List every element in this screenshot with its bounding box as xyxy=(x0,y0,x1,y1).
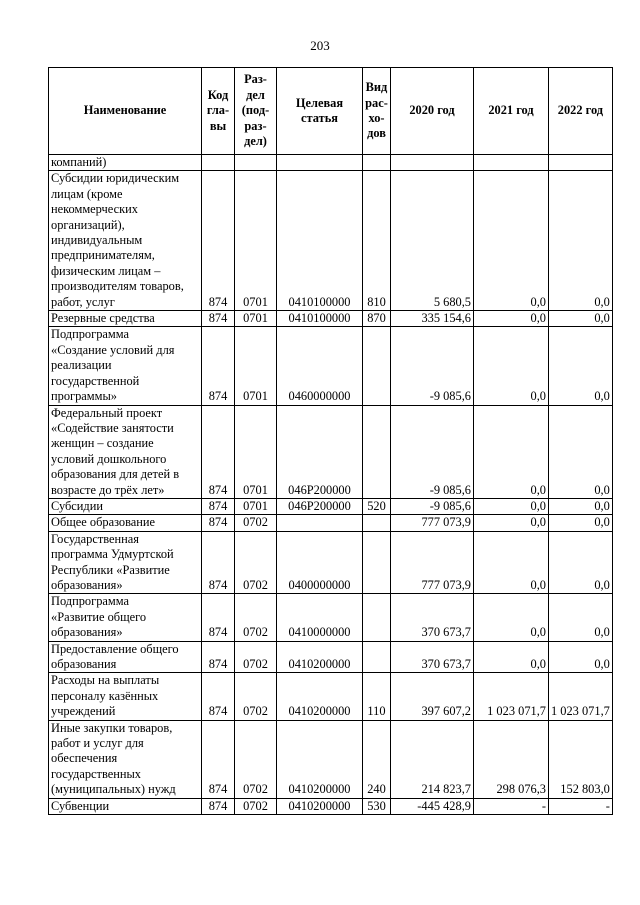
table-row xyxy=(49,405,613,498)
cell-2021: 0,0 xyxy=(474,515,549,531)
cell-2020: -9 085,6 xyxy=(391,405,474,498)
cell-2021: 0,0 xyxy=(474,531,549,594)
cell-target-article: 0410200000 xyxy=(277,720,363,798)
cell-name: Общее образование xyxy=(49,515,202,531)
header-2021: 2021 год xyxy=(474,68,549,155)
cell-2022: 0,0 xyxy=(549,531,613,594)
table-header-row xyxy=(49,68,613,155)
cell-2022: 0,0 xyxy=(549,594,613,641)
cell-2021: 0,0 xyxy=(474,594,549,641)
cell-2022: - xyxy=(549,798,613,814)
cell-section: 0702 xyxy=(235,594,277,641)
cell-2021: - xyxy=(474,798,549,814)
cell-2021: 0,0 xyxy=(474,327,549,405)
cell-2021: 1 023 071,7 xyxy=(474,673,549,720)
cell-expense-kind: 870 xyxy=(363,311,391,327)
cell-2022 xyxy=(549,155,613,171)
cell-2021: 0,0 xyxy=(474,311,549,327)
cell-target-article xyxy=(277,515,363,531)
table-row xyxy=(49,515,613,531)
cell-2020: 214 823,7 xyxy=(391,720,474,798)
cell-2020: 397 607,2 xyxy=(391,673,474,720)
cell-name: Подпрограмма «Развитие общего образования» xyxy=(49,594,202,641)
cell-chapter-code: 874 xyxy=(202,641,235,673)
cell-2022: 152 803,0 xyxy=(549,720,613,798)
cell-chapter-code: 874 xyxy=(202,515,235,531)
cell-expense-kind xyxy=(363,327,391,405)
cell-target-article: 0410100000 xyxy=(277,311,363,327)
cell-2022: 0,0 xyxy=(549,171,613,311)
cell-2022: 0,0 xyxy=(549,327,613,405)
cell-chapter-code: 874 xyxy=(202,531,235,594)
cell-chapter-code: 874 xyxy=(202,594,235,641)
cell-chapter-code: 874 xyxy=(202,311,235,327)
cell-section: 0702 xyxy=(235,673,277,720)
table-row xyxy=(49,171,613,311)
cell-target-article: 0410200000 xyxy=(277,673,363,720)
cell-target-article: 0400000000 xyxy=(277,531,363,594)
cell-expense-kind: 520 xyxy=(363,498,391,514)
cell-2020: 777 073,9 xyxy=(391,515,474,531)
cell-expense-kind: 810 xyxy=(363,171,391,311)
cell-expense-kind: 240 xyxy=(363,720,391,798)
cell-section: 0701 xyxy=(235,498,277,514)
cell-expense-kind xyxy=(363,155,391,171)
cell-target-article xyxy=(277,155,363,171)
header-expense-kind: Вид рас- хо- дов xyxy=(363,68,391,155)
header-target-article: Целевая статья xyxy=(277,68,363,155)
table-row xyxy=(49,311,613,327)
table-row xyxy=(49,641,613,673)
cell-target-article: 0410200000 xyxy=(277,641,363,673)
cell-target-article: 046P200000 xyxy=(277,498,363,514)
cell-name: Субсидии xyxy=(49,498,202,514)
cell-target-article: 046P200000 xyxy=(277,405,363,498)
cell-name: Субсидии юридическим лицам (кроме некоммерческих организаций), индивидуальным предпринимателям, физическим лицам – производителям товаров, работ, услуг xyxy=(49,171,202,311)
cell-target-article: 0410200000 xyxy=(277,798,363,814)
cell-expense-kind xyxy=(363,641,391,673)
table-row xyxy=(49,498,613,514)
cell-2020: 370 673,7 xyxy=(391,594,474,641)
cell-chapter-code: 874 xyxy=(202,498,235,514)
cell-2022: 0,0 xyxy=(549,498,613,514)
table-row xyxy=(49,720,613,798)
cell-name: Иные закупки товаров, работ и услуг для обеспечения государственных (муниципальных) нужд xyxy=(49,720,202,798)
cell-section: 0701 xyxy=(235,311,277,327)
cell-name: Предоставление общего образования xyxy=(49,641,202,673)
cell-2020: -9 085,6 xyxy=(391,498,474,514)
cell-chapter-code: 874 xyxy=(202,171,235,311)
cell-2021: 0,0 xyxy=(474,171,549,311)
cell-name: Резервные средства xyxy=(49,311,202,327)
table-row xyxy=(49,673,613,720)
cell-name: Подпрограмма «Создание условий для реализации государственной программы» xyxy=(49,327,202,405)
cell-expense-kind: 530 xyxy=(363,798,391,814)
table-row xyxy=(49,798,613,814)
cell-2022: 0,0 xyxy=(549,311,613,327)
table-row xyxy=(49,155,613,171)
cell-2022: 1 023 071,7 xyxy=(549,673,613,720)
table-row xyxy=(49,531,613,594)
cell-target-article: 0410100000 xyxy=(277,171,363,311)
cell-name: Федеральный проект «Содействие занятости женщин – создание условий дошкольного образования для детей в возрасте до трёх лет» xyxy=(49,405,202,498)
cell-expense-kind xyxy=(363,405,391,498)
cell-chapter-code: 874 xyxy=(202,405,235,498)
page-number: 203 xyxy=(310,38,330,53)
cell-2022: 0,0 xyxy=(549,641,613,673)
cell-chapter-code: 874 xyxy=(202,798,235,814)
cell-section: 0702 xyxy=(235,515,277,531)
cell-section: 0702 xyxy=(235,641,277,673)
table-row xyxy=(49,327,613,405)
cell-expense-kind xyxy=(363,594,391,641)
cell-expense-kind xyxy=(363,531,391,594)
cell-2020: -445 428,9 xyxy=(391,798,474,814)
cell-2020: 777 073,9 xyxy=(391,531,474,594)
cell-2021: 298 076,3 xyxy=(474,720,549,798)
cell-section: 0701 xyxy=(235,327,277,405)
header-name: Наименование xyxy=(49,68,202,155)
cell-chapter-code: 874 xyxy=(202,720,235,798)
budget-table xyxy=(48,67,613,815)
cell-expense-kind: 110 xyxy=(363,673,391,720)
cell-section xyxy=(235,155,277,171)
header-section: Раз- дел (под- раз- дел) xyxy=(235,68,277,155)
cell-section: 0701 xyxy=(235,171,277,311)
cell-2020: 370 673,7 xyxy=(391,641,474,673)
cell-section: 0701 xyxy=(235,405,277,498)
table-row xyxy=(49,594,613,641)
header-chapter-code: Код гла- вы xyxy=(202,68,235,155)
cell-target-article: 0410000000 xyxy=(277,594,363,641)
cell-2020: 335 154,6 xyxy=(391,311,474,327)
cell-2022: 0,0 xyxy=(549,515,613,531)
cell-2020: 5 680,5 xyxy=(391,171,474,311)
cell-section: 0702 xyxy=(235,531,277,594)
cell-chapter-code: 874 xyxy=(202,673,235,720)
cell-2020 xyxy=(391,155,474,171)
cell-2021: 0,0 xyxy=(474,405,549,498)
cell-name: Государственная программа Удмуртской Республики «Развитие образования» xyxy=(49,531,202,594)
cell-2021 xyxy=(474,155,549,171)
cell-name: компаний) xyxy=(49,155,202,171)
cell-2022: 0,0 xyxy=(549,405,613,498)
header-2022: 2022 год xyxy=(549,68,613,155)
cell-name: Субвенции xyxy=(49,798,202,814)
cell-2020: -9 085,6 xyxy=(391,327,474,405)
cell-section: 0702 xyxy=(235,720,277,798)
cell-chapter-code xyxy=(202,155,235,171)
cell-2021: 0,0 xyxy=(474,498,549,514)
cell-name: Расходы на выплаты персоналу казённых учреждений xyxy=(49,673,202,720)
cell-chapter-code: 874 xyxy=(202,327,235,405)
header-2020: 2020 год xyxy=(391,68,474,155)
cell-2021: 0,0 xyxy=(474,641,549,673)
cell-section: 0702 xyxy=(235,798,277,814)
cell-target-article: 0460000000 xyxy=(277,327,363,405)
cell-expense-kind xyxy=(363,515,391,531)
